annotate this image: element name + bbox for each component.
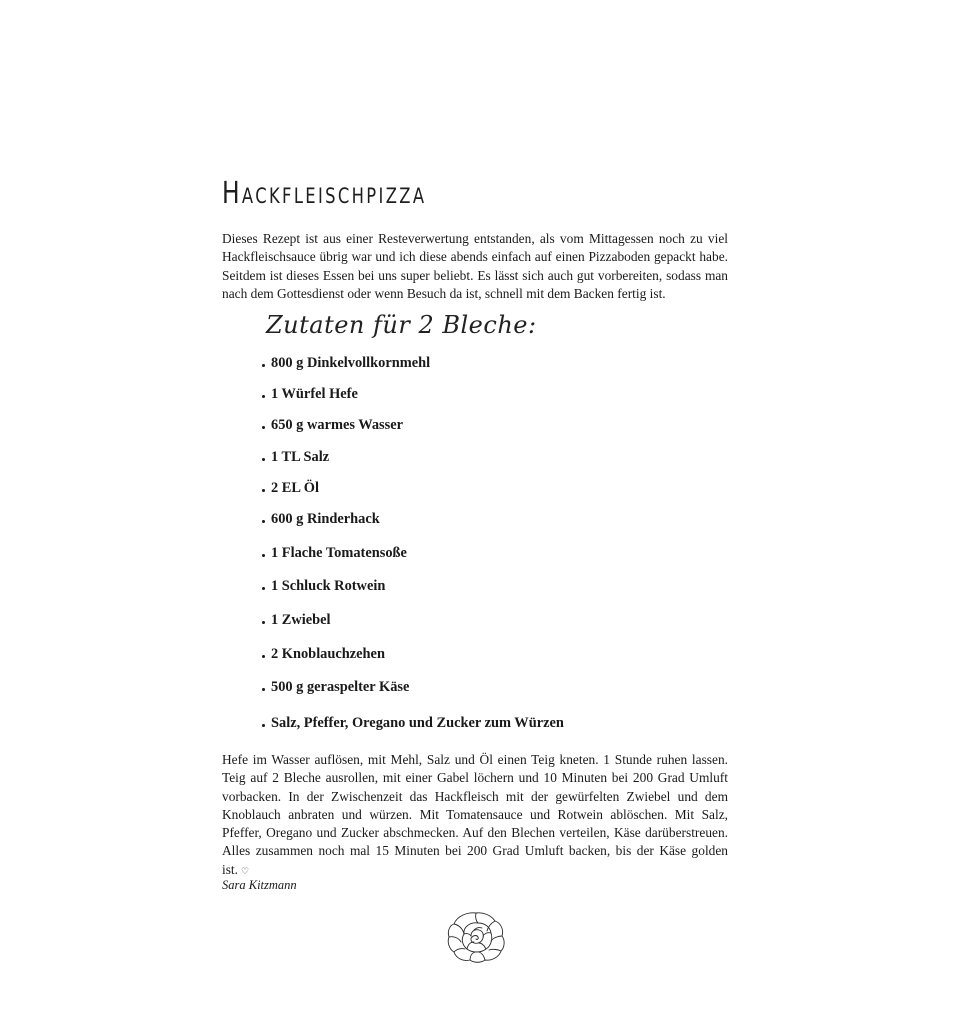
ingredient-text: 1 Zwiebel: [271, 612, 331, 628]
ingredient-text: 1 Würfel Hefe: [271, 386, 358, 402]
ingredient-item: [262, 511, 380, 528]
ingredient-text: Salz, Pfeffer, Oregano und Zucker zum Würzen: [271, 715, 564, 731]
ingredient-item: [262, 355, 430, 372]
bullet-icon: [262, 724, 265, 727]
ingredient-text: 2 Knoblauchzehen: [271, 646, 385, 662]
bullet-icon: [262, 364, 265, 367]
ingredient-text: 2 EL Öl: [271, 480, 319, 496]
author-name: Sara Kitzmann: [222, 878, 297, 892]
ingredient-text: 600 g Rinderhack: [271, 511, 380, 527]
ingredients-heading: Zutaten für 2 Bleche:: [266, 311, 537, 339]
bullet-icon: [262, 489, 265, 492]
ingredient-text: 1 TL Salz: [271, 449, 330, 465]
ingredient-item: [262, 386, 358, 403]
recipe-title: Hackfleischpizza: [222, 176, 427, 211]
ingredient-text: 1 Flache Tomatensoße: [271, 545, 407, 561]
ingredient-item: [262, 417, 403, 434]
bullet-icon: [262, 655, 265, 658]
ingredient-text: 800 g Dinkelvollkornmehl: [271, 355, 431, 371]
ingredient-item: [262, 578, 385, 595]
bullet-icon: [262, 458, 265, 461]
ingredient-text: 650 g warmes Wasser: [271, 417, 404, 433]
bullet-icon: [262, 520, 265, 523]
bullet-icon: [262, 621, 265, 624]
rose-icon: [445, 909, 507, 965]
recipe-method: [222, 751, 728, 881]
ingredient-item: [262, 612, 331, 629]
ingredient-item: [262, 480, 319, 497]
ingredient-item: [262, 715, 564, 732]
heart-icon: ♡: [241, 866, 250, 877]
ingredient-item: [262, 449, 329, 466]
ingredient-item: [262, 679, 409, 696]
bullet-icon: [262, 688, 265, 691]
ingredient-item: [262, 545, 407, 562]
ingredient-item: [262, 646, 385, 663]
bullet-icon: [262, 587, 265, 590]
ingredient-text: 500 g geraspelter Käse: [271, 679, 410, 695]
bullet-icon: [262, 426, 265, 429]
bullet-icon: [262, 395, 265, 398]
method-text: Hefe im Wasser auflösen, mit Mehl, Salz und Öl einen Teig kneten. 1 Stunde ruhen lassen. Teig auf 2 Bleche ausrollen, mit einer Gabel löchern und 10 Minuten bei 200 Grad Umluft vorbacken. In der Zwischenzeit das Hackfleisch mit der gewürfelten Zwiebel und dem Knoblauch anbraten und würzen. Mit Tomatensauce und Rotwein ablöschen. Mit Salz, Pfeffer, Oregano und Zucker abschmecken. Auf den Blechen verteilen, Käse darüberstreuen. Alles zusammen noch mal 15 Minuten bei 200 Grad Umluft backen, bis der Käse golden ist.: [222, 752, 728, 877]
recipe-intro: Dieses Rezept ist aus einer Resteverwertung entstanden, als vom Mittagessen noch zu viel Hackfleischsauce übrig war und ich diese abends einfach auf einen Pizzaboden gepackt habe. Seitdem ist dieses Essen bei uns super beliebt. Es lässt sich auch gut vorbereiten, sodass man nach dem Gottesdienst oder wenn Besuch da ist, schnell mit dem Backen fertig ist.: [222, 231, 728, 301]
bullet-icon: [262, 554, 265, 557]
ingredient-text: 1 Schluck Rotwein: [271, 578, 386, 594]
